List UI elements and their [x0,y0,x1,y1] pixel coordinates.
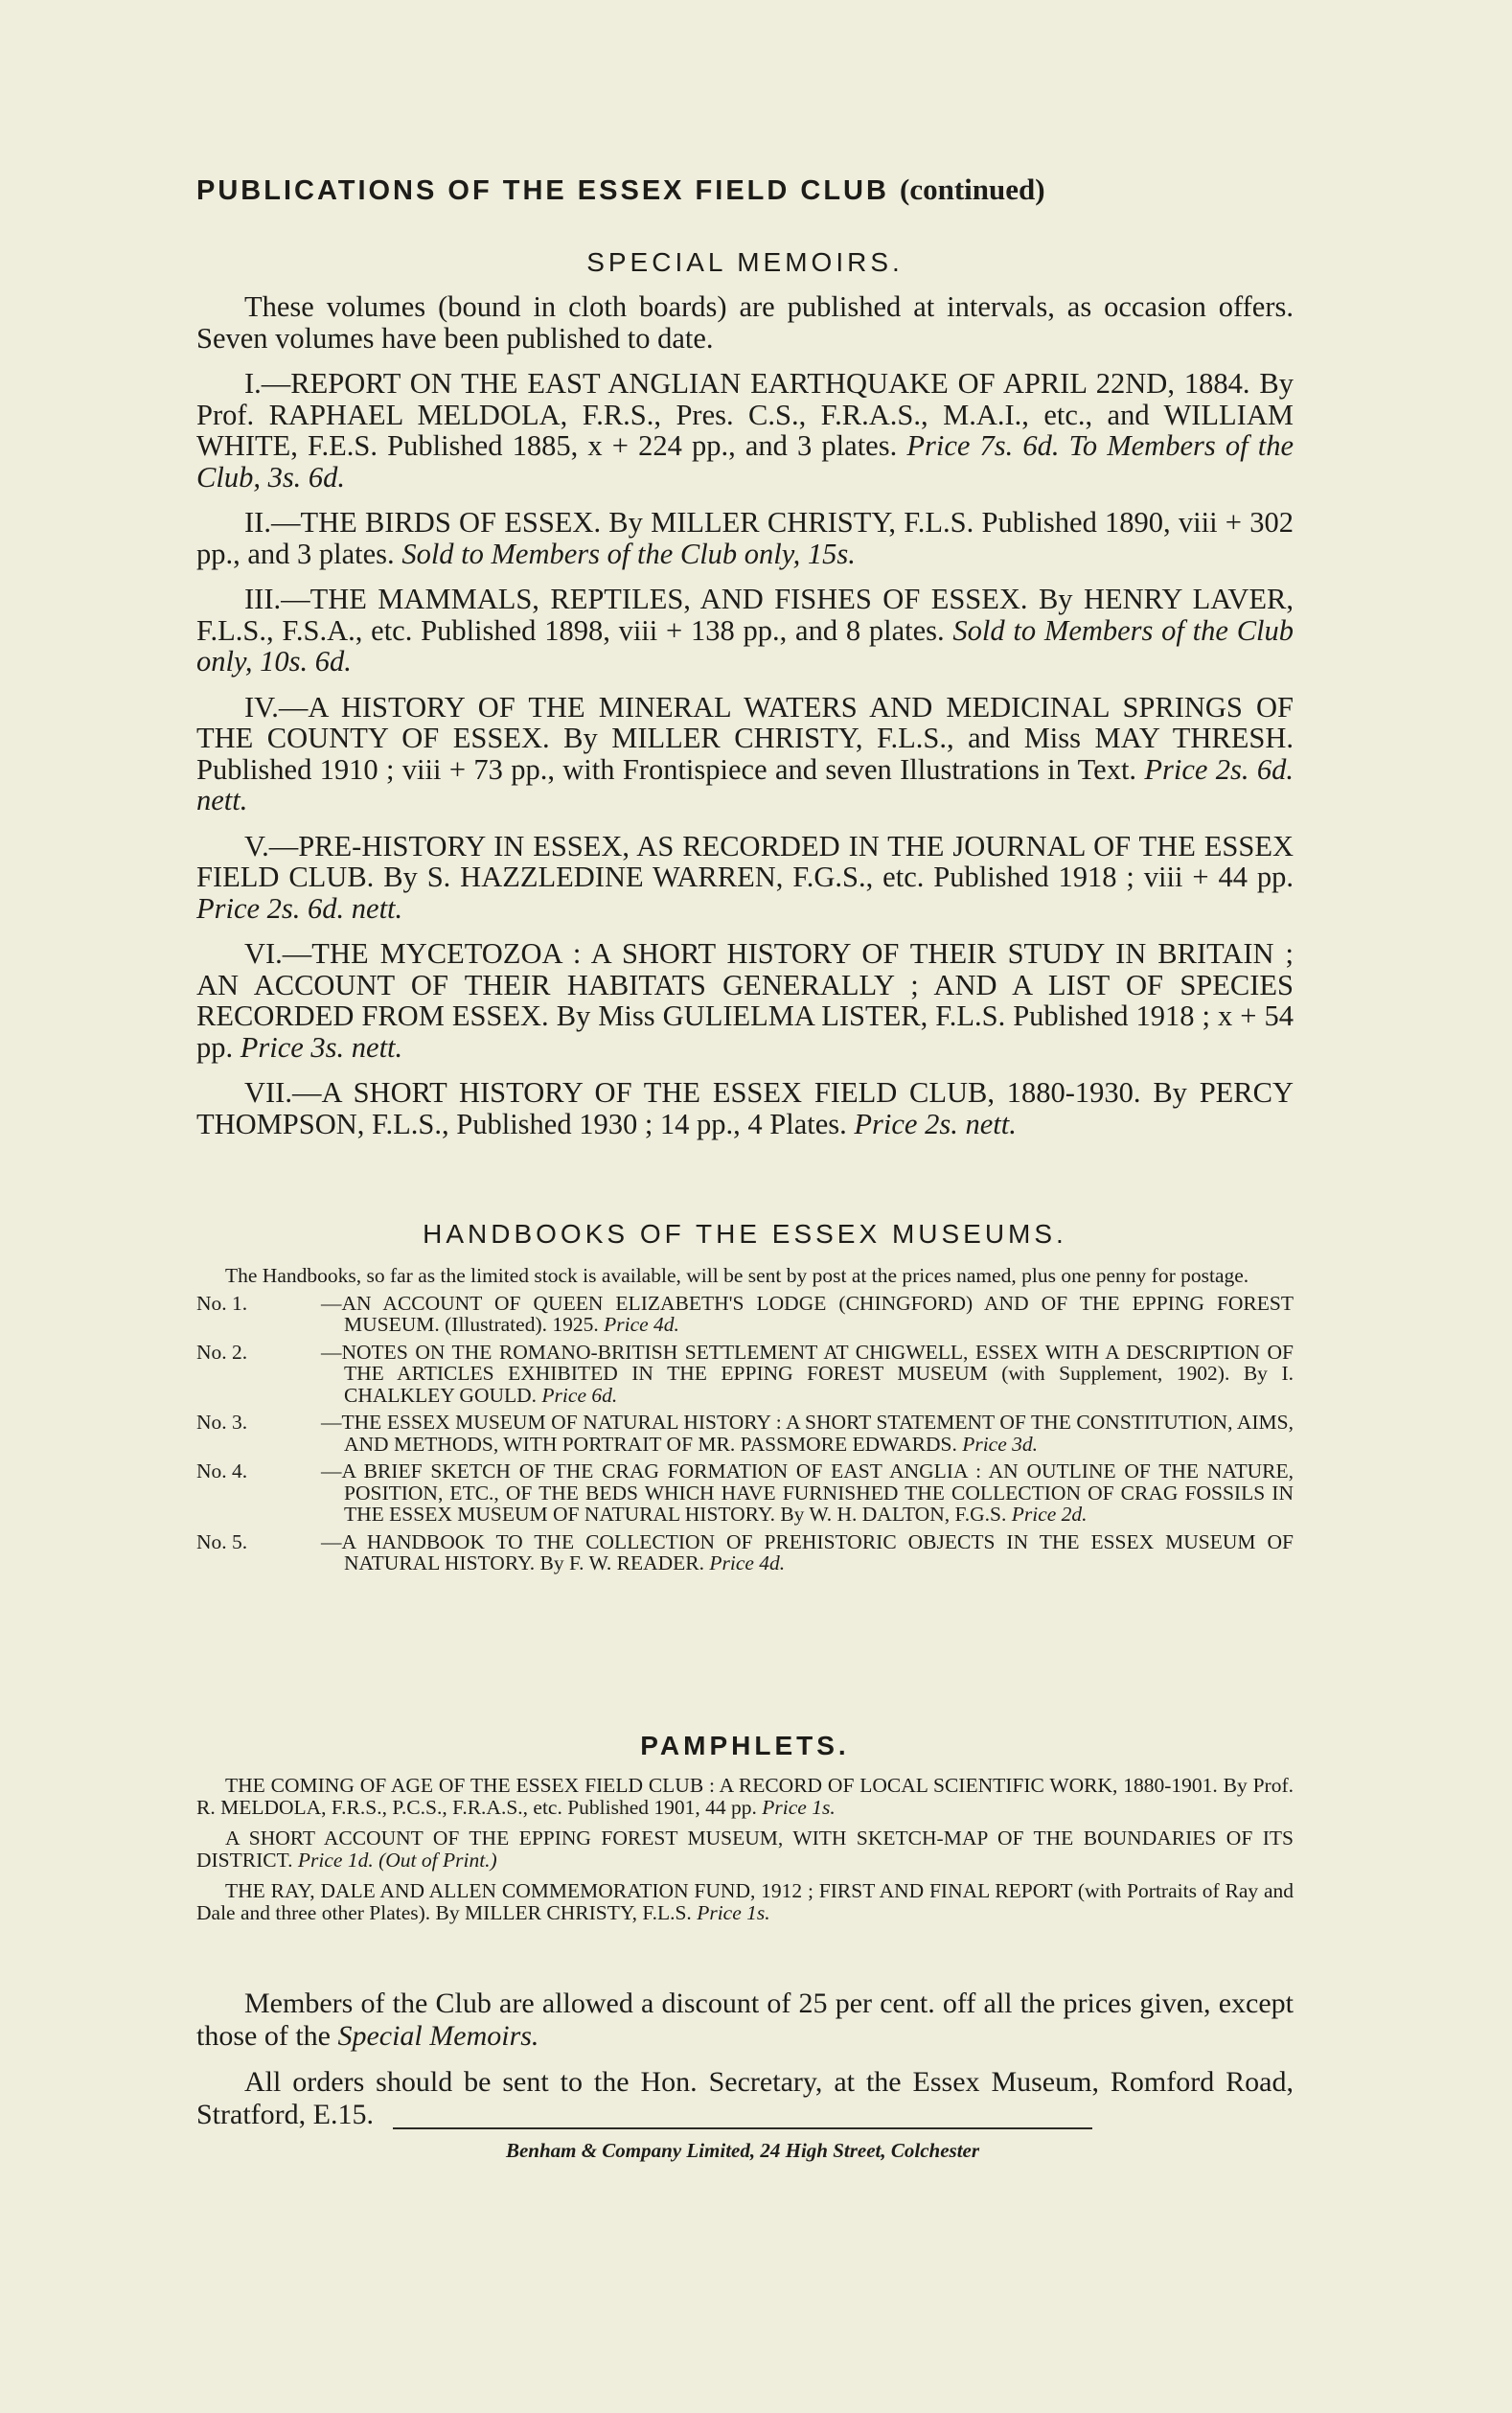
handbook-item: No. 3. —THE ESSEX MUSEUM OF NATURAL HISTORY : A SHORT STATEMENT OF THE CONSTITUTION, AIMS, AND METHODS, WITH PORTRAIT OF MR. PASSMORE EDWARDS. Price 3d. [196,1411,1294,1456]
special-memoirs-title: SPECIAL MEMOIRS. [586,247,904,277]
discount-note: Members of the Club are allowed a discount of 25 per cent. off all the prices given, except those of the Special Memoirs. [196,1988,1294,2052]
orders-note: All orders should be sent to the Hon. Secretary, at the Essex Museum, Romford Road, Stratford, E.15. [196,2066,1294,2130]
pamphlet-item: A SHORT ACCOUNT OF THE EPPING FOREST MUSEUM, WITH SKETCH-MAP OF THE BOUNDARIES OF ITS DISTRICT. Price 1d. (Out of Print.) [196,1827,1294,1872]
handbook-item: No. 1. —AN ACCOUNT OF QUEEN ELIZABETH'S LODGE (CHINGFORD) AND OF THE EPPING FOREST MUSEUM. (Illustrated). 1925. Price 4d. [196,1291,1294,1336]
memoir-item: IV.—A HISTORY OF THE MINERAL WATERS AND MEDICINAL SPRINGS OF THE COUNTY OF ESSEX. By MILLER CHRISTY, F.L.S., and Miss MAY THRESH. Published 1910 ; viii + 73 pp., with Frontispiece and seven Illustrations in Text. Price 2s. 6d. nett. [196,690,1294,816]
pamphlet-item: THE COMING OF AGE OF THE ESSEX FIELD CLUB : A RECORD OF LOCAL SCIENTIFIC WORK, 1880-1901. By Prof. R. MELDOLA, F.R.S., P.C.S., F.R.A.S., etc. Published 1901, 44 pp. Price 1s. [196,1774,1294,1819]
special-memoirs-section [196,247,1294,1154]
handbook-item: No. 5. —A HANDBOOK TO THE COLLECTION OF PREHISTORIC OBJECTS IN THE ESSEX MUSEUM OF NATURAL HISTORY. By F. W. READER. Price 4d. [196,1529,1294,1574]
closing-notes [196,1988,1294,2145]
special-memoirs-intro: These volumes (bound in cloth boards) are published at intervals, as occasion offers. Seven volumes have been published to date. [196,290,1294,355]
memoir-item: II.—THE BIRDS OF ESSEX. By MILLER CHRISTY, F.L.S. Published 1890, viii + 302 pp., and 3 plates. Sold to Members of the Club only, 15s. [196,506,1294,570]
memoir-item: VI.—THE MYCETOZOA : A SHORT HISTORY OF THEIR STUDY IN BRITAIN ; AN ACCOUNT OF THEIR HABITATS GENERALLY ; AND A LIST OF SPECIES RECORDED FROM ESSEX. By Miss GULIELMA LISTER, F.L.S. Published 1918 ; x + 54 pp. Price 3s. nett. [196,937,1294,1064]
pamphlets-section [196,1731,1294,1933]
pamphlets-title: PAMPHLETS. [640,1731,850,1760]
handbook-item: No. 2. —NOTES ON THE ROMANO-BRITISH SETTLEMENT AT CHIGWELL, ESSEX WITH A DESCRIPTION OF THE ARTICLES EXHIBITED IN THE EPPING FOREST MUSEUM (with Supplement, 1902). By I. CHALKLEY GOULD. Price 6d. [196,1340,1294,1407]
printer-imprint: Benham & Company Limited, 24 High Street, Colchester [393,2127,1092,2163]
memoir-item: V.—PRE-HISTORY IN ESSEX, AS RECORDED IN THE JOURNAL OF THE ESSEX FIELD CLUB. By S. HAZZLEDINE WARREN, F.G.S., etc. Published 1918 ; viii + 44 pp. Price 2s. 6d. nett. [196,829,1294,925]
header-continued: (continued) [900,172,1045,206]
handbooks-section [196,1219,1294,1574]
handbooks-title: HANDBOOKS OF THE ESSEX MUSEUMS. [423,1219,1067,1249]
memoir-item: III.—THE MAMMALS, REPTILES, AND FISHES OF ESSEX. By HENRY LAVER, F.L.S., F.S.A., etc. Published 1898, viii + 138 pp., and 8 plates. Sold to Members of the Club only, 10s. 6d. [196,583,1294,678]
handbooks-body [196,1265,1294,1574]
handbooks-intro: The Handbooks, so far as the limited stock is available, will be sent by post at the prices named, plus one penny for postage. [225,1264,1249,1287]
header-title: PUBLICATIONS OF THE ESSEX FIELD CLUB [196,175,889,206]
pamphlet-item: THE RAY, DALE AND ALLEN COMMEMORATION FUND, 1912 ; FIRST AND FINAL REPORT (with Portraits of Ray and Dale and three other Plates). By MILLER CHRISTY, F.L.S. Price 1s. [196,1879,1294,1924]
memoir-item: I.—REPORT ON THE EAST ANGLIAN EARTHQUAKE OF APRIL 22ND, 1884. By Prof. RAPHAEL MELDOLA, F.R.S., Pres. C.S., F.R.A.S., M.A.I., etc., and WILLIAM WHITE, F.E.S. Published 1885, x + 224 pp., and 3 plates. Price 7s. 6d. To Members of the Club, 3s. 6d. [196,367,1294,494]
running-header [196,172,1327,207]
memoir-item: VII.—A SHORT HISTORY OF THE ESSEX FIELD CLUB, 1880-1930. By PERCY THOMPSON, F.L.S., Published 1930 ; 14 pp., 4 Plates. Price 2s. nett. [196,1076,1294,1140]
special-memoirs-body [196,291,1294,1139]
handbook-item: No. 4. —A BRIEF SKETCH OF THE CRAG FORMATION OF EAST ANGLIA : AN OUTLINE OF THE NATURE, POSITION, ETC., OF THE BEDS WHICH HAVE FURNISHED THE COLLECTION OF CRAG FOSSILS IN THE ESSEX MUSEUM OF NATURAL HISTORY. By W. H. DALTON, F.G.S. Price 2d. [196,1459,1294,1526]
pamphlets-body [196,1775,1294,1923]
